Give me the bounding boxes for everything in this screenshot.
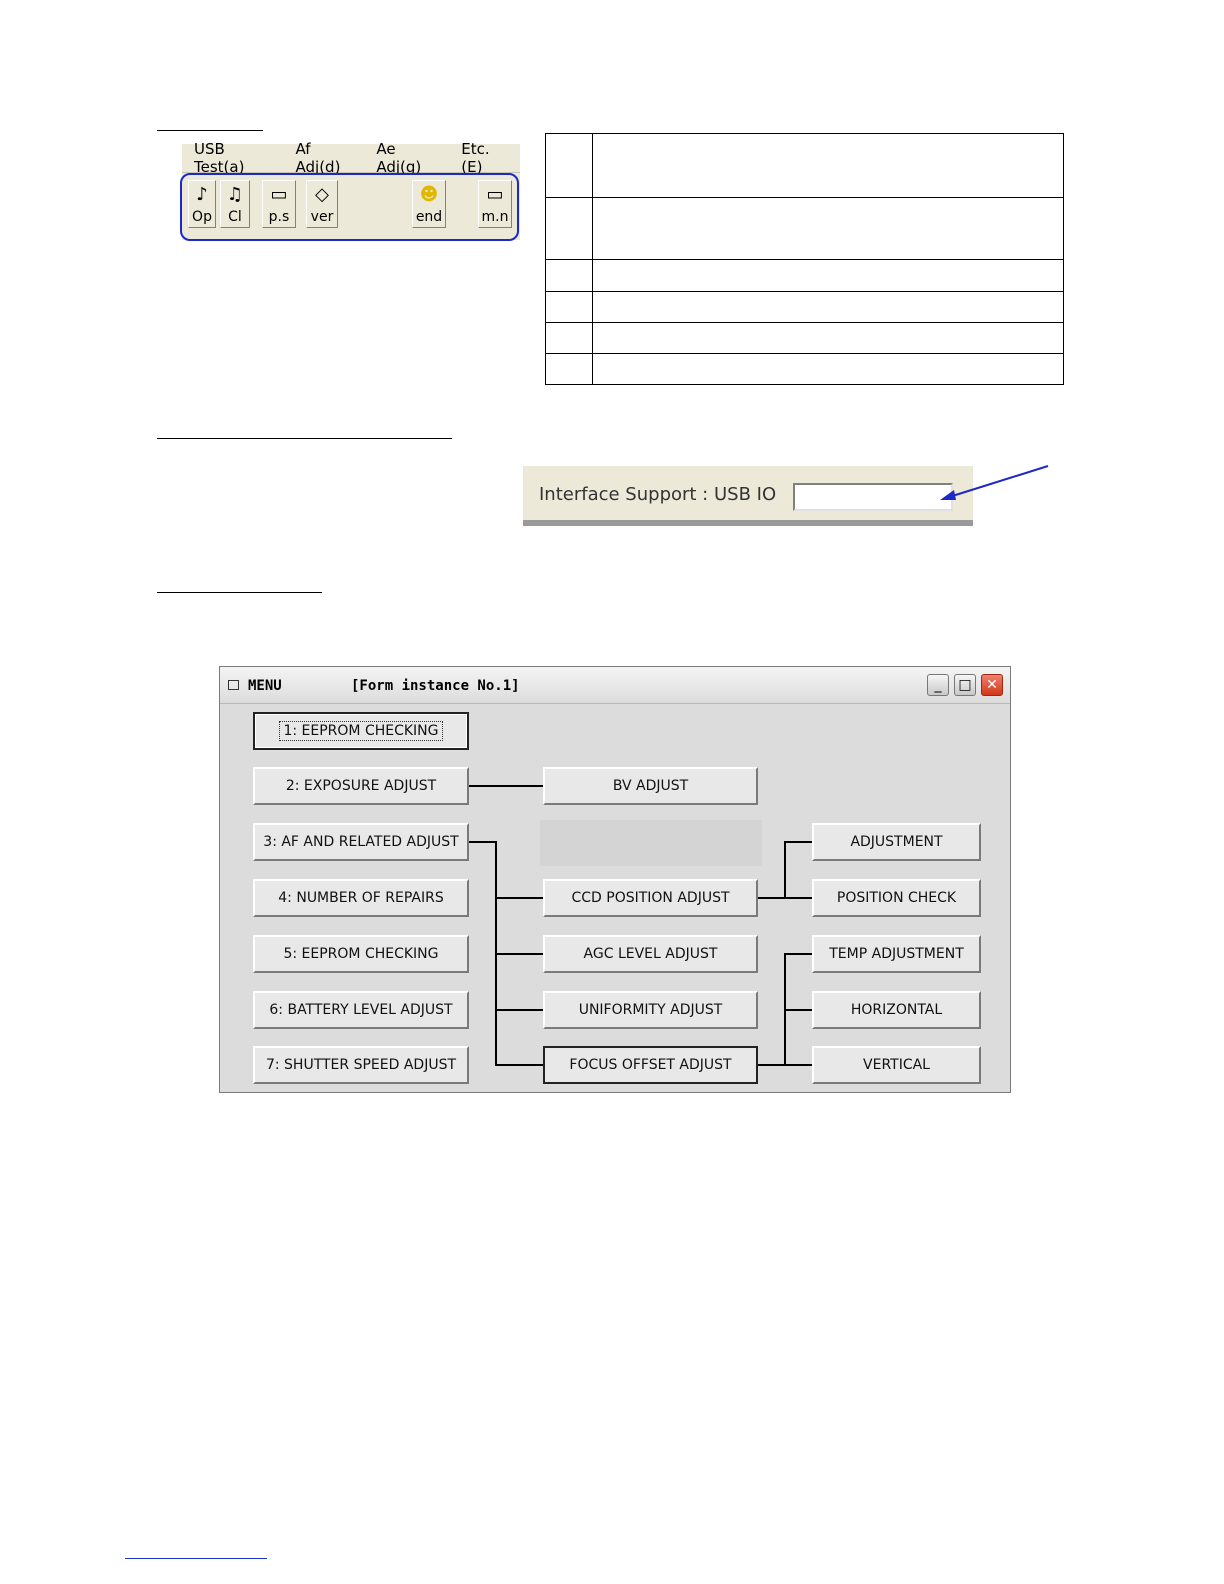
interface-support-field[interactable] [793,483,953,511]
toolbar-button-end[interactable]: ☻ end [412,180,446,228]
toolbar-button-cl[interactable]: ♫ Cl [220,180,250,228]
temp-adjustment-button[interactable] [812,935,981,973]
button-label: 4: NUMBER OF REPAIRS [278,890,444,906]
interface-support-panel [523,466,973,526]
button-label: UNIFORMITY ADJUST [578,1002,723,1018]
toolbar-button-ver[interactable]: ◇ ver [306,180,338,228]
window-title: MENU [248,678,282,694]
menu-ae-adj[interactable]: Ae Adj(g) [376,140,422,176]
focus-offset-adjust-button[interactable] [543,1046,758,1084]
af-related-adjust-button[interactable] [253,823,469,861]
agc-level-adjust-button[interactable] [543,935,758,973]
button-label: 1: EEPROM CHECKING [280,722,441,740]
op-icon: ♪ [196,184,208,205]
button-label: 6: BATTERY LEVEL ADJUST [269,1002,453,1018]
button-label: TEMP ADJUSTMENT [829,946,964,962]
button-label: 2: EXPOSURE ADJUST [285,778,437,794]
table-row [546,134,1064,198]
adjustment-button[interactable] [812,823,981,861]
close-button[interactable]: ✕ [981,674,1003,696]
pointer-arrow-head [940,490,956,500]
pointer-arrow-line [946,466,1048,498]
number-of-repairs-button[interactable] [253,879,469,917]
table-row [546,354,1064,385]
horizontal-button[interactable] [812,991,981,1029]
maximize-button[interactable]: □ [954,674,976,696]
eeprom-checking-2-button[interactable] [253,935,469,973]
window-icon: ▭ [270,184,288,205]
button-label: HORIZONTAL [850,1002,943,1018]
menu-bar [182,140,520,176]
ccd-position-adjust-button[interactable] [543,879,758,917]
shutter-speed-adjust-button[interactable] [253,1046,469,1084]
button-label: ADJUSTMENT [850,834,943,850]
toolbar-highlight-outline [180,173,519,241]
button-label: 7: SHUTTER SPEED ADJUST [265,1057,457,1073]
button-label: POSITION CHECK [836,890,957,906]
button-label: 5: EEPROM CHECKING [283,946,439,962]
button-label: BV ADJUST [612,778,689,794]
footer-underline [125,1558,267,1559]
window-icon: ▭ [486,184,504,205]
table-row [546,198,1064,260]
section-heading-1-underline [157,130,263,131]
form-instance-label: [Form instance No.1] [351,678,520,694]
eeprom-checking-button[interactable] [253,712,469,750]
menu-af-adj[interactable]: Af Adj(d) [295,140,341,176]
uniformity-adjust-button[interactable] [543,991,758,1029]
button-label: 3: AF AND RELATED ADJUST [263,834,459,850]
button-label: AGC LEVEL ADJUST [583,946,718,962]
section-heading-3-underline [157,592,322,593]
vertical-button[interactable] [812,1046,981,1084]
legend-table [545,133,1064,385]
menu-window [219,666,1011,1093]
toolbar-button-ps[interactable]: ▭ p.s [262,180,296,228]
menu-etc[interactable]: Etc. (E) [461,140,490,176]
button-label: CCD POSITION ADJUST [571,890,730,906]
minimize-button[interactable]: _ [927,674,949,696]
table-row [546,292,1064,323]
toolbar-button-op[interactable]: ♪ Op [188,180,216,228]
panel-bottom-edge [523,520,973,526]
smiley-icon: ☻ [419,184,439,205]
button-label: FOCUS OFFSET ADJUST [569,1057,732,1073]
table-row [546,260,1064,292]
table-row [546,323,1064,354]
section-heading-2-underline [157,438,452,439]
battery-level-adjust-button[interactable] [253,991,469,1029]
pointer-arrow [930,460,1055,505]
position-check-button[interactable] [812,879,981,917]
button-label: VERTICAL [863,1057,930,1073]
interface-support-label: Interface Support : USB IO [539,484,777,505]
diamond-icon: ◇ [315,184,329,205]
exposure-adjust-button[interactable] [253,767,469,805]
bv-adjust-button[interactable] [543,767,758,805]
menu-usb-test[interactable]: USB Test(a) [194,140,245,176]
cl-icon: ♫ [226,184,244,205]
toolbar-button-mn[interactable]: ▭ m.n [478,180,512,228]
